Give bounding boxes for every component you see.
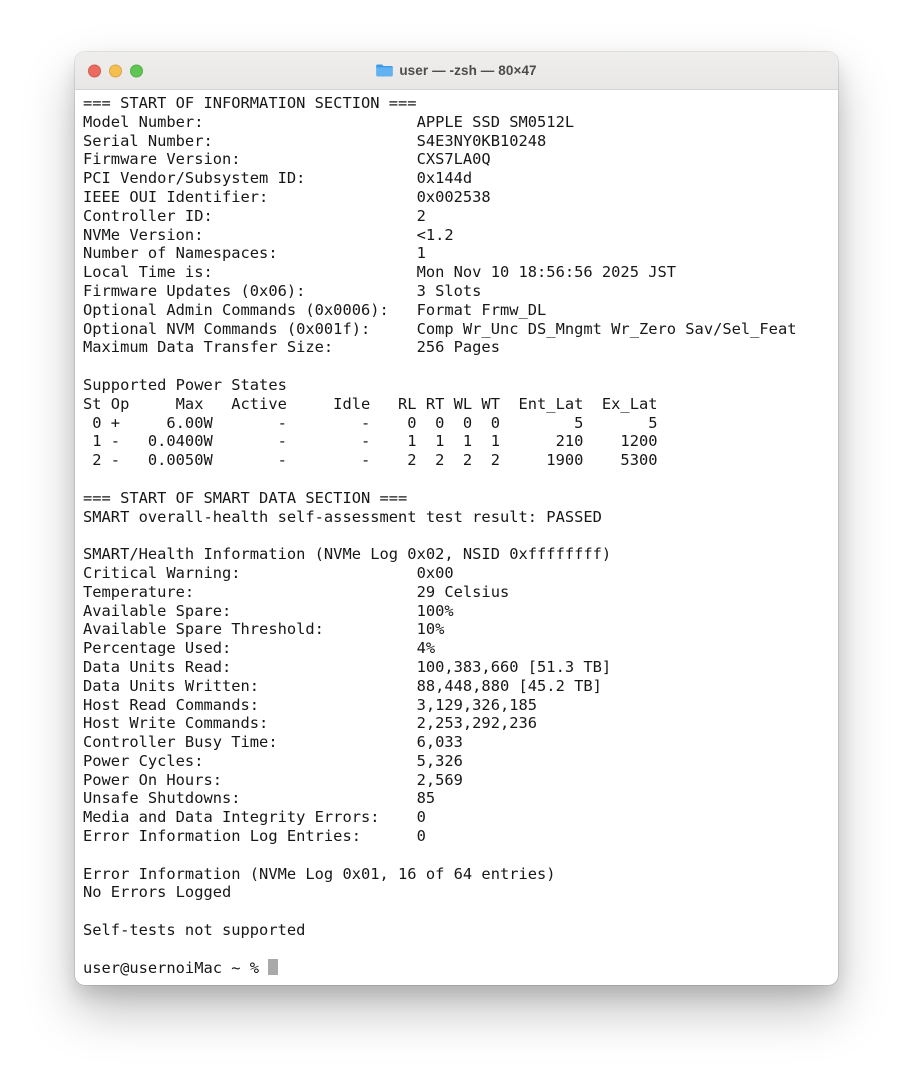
terminal-line: Number of Namespaces: 1	[83, 244, 426, 263]
terminal-line: Error Information Log Entries: 0	[83, 827, 426, 846]
terminal-line	[83, 902, 830, 921]
terminal-line: Controller Busy Time: 6,033	[83, 733, 463, 752]
terminal-line	[83, 526, 830, 545]
terminal-line	[83, 846, 830, 865]
terminal-line: IEEE OUI Identifier: 0x002538	[83, 187, 491, 206]
terminal-line: SMART overall-health self-assessment test result: PASSED	[83, 507, 602, 526]
terminal-line: Maximum Data Transfer Size: 256 Pages	[83, 338, 500, 357]
terminal-line: 2 - 0.0050W - - 2 2 2 2 1900 5300	[83, 451, 658, 470]
terminal-prompt-line: user@usernoiMac ~ %	[83, 959, 830, 978]
terminal-line	[83, 357, 830, 376]
titlebar[interactable]	[75, 52, 838, 90]
close-button[interactable]	[88, 64, 101, 77]
terminal-line: Supported Power States	[83, 375, 287, 394]
terminal-line: Available Spare: 100%	[83, 601, 454, 620]
terminal-line: Firmware Version: CXS7LA0Q	[83, 150, 491, 169]
terminal-line: NVMe Version: <1.2	[83, 225, 454, 244]
zoom-button[interactable]	[130, 64, 143, 77]
terminal-output[interactable]	[75, 90, 838, 977]
terminal-line: Critical Warning: 0x00	[83, 563, 454, 582]
terminal-line: PCI Vendor/Subsystem ID: 0x144d	[83, 169, 473, 188]
terminal-line: Media and Data Integrity Errors: 0	[83, 808, 426, 827]
terminal-line: Unsafe Shutdowns: 85	[83, 789, 436, 808]
terminal-line: Firmware Updates (0x06): 3 Slots	[83, 281, 482, 300]
terminal-line: Model Number: APPLE SSD SM0512L	[83, 112, 575, 131]
terminal-line	[83, 940, 830, 959]
terminal-line: Serial Number: S4E3NY0KB10248	[83, 131, 547, 150]
terminal-line: Power On Hours: 2,569	[83, 770, 463, 789]
traffic-lights	[88, 64, 143, 77]
minimize-button[interactable]	[109, 64, 122, 77]
terminal-line: === START OF SMART DATA SECTION ===	[83, 488, 408, 507]
terminal-line: Temperature: 29 Celsius	[83, 582, 510, 601]
terminal-line: Optional NVM Commands (0x001f): Comp Wr_Unc DS_Mngmt Wr_Zero Sav/Sel_Feat	[83, 319, 797, 338]
terminal-line: === START OF INFORMATION SECTION ===	[83, 94, 417, 112]
terminal-line: Optional Admin Commands (0x0006): Format Frmw_DL	[83, 300, 547, 319]
terminal-line: Host Write Commands: 2,253,292,236	[83, 714, 538, 733]
window-title: user — -zsh — 80×47	[399, 63, 537, 78]
terminal-line: Local Time is: Mon Nov 10 18:56:56 2025 JST	[83, 263, 677, 282]
terminal-line: St Op Max Active Idle RL RT WL WT Ent_Lat Ex_Lat	[83, 394, 658, 413]
folder-icon	[376, 64, 393, 77]
terminal-line: Data Units Written: 88,448,880 [45.2 TB]	[83, 676, 602, 695]
window-title-group	[376, 63, 536, 78]
terminal-window	[75, 52, 838, 985]
terminal-line: Controller ID: 2	[83, 206, 426, 225]
terminal-line	[83, 470, 830, 489]
terminal-line: Error Information (NVMe Log 0x01, 16 of 64 entries)	[83, 864, 556, 883]
terminal-line: Data Units Read: 100,383,660 [51.3 TB]	[83, 657, 612, 676]
terminal-line: 1 - 0.0400W - - 1 1 1 1 210 1200	[83, 432, 658, 451]
terminal-line: Available Spare Threshold: 10%	[83, 620, 445, 639]
terminal-line: Host Read Commands: 3,129,326,185	[83, 695, 538, 714]
terminal-line: Power Cycles: 5,326	[83, 751, 463, 770]
terminal-cursor	[268, 959, 277, 975]
terminal-line: SMART/Health Information (NVMe Log 0x02, NSID 0xffffffff)	[83, 545, 612, 564]
terminal-line: Percentage Used: 4%	[83, 639, 436, 658]
terminal-line: Self-tests not supported	[83, 921, 306, 940]
terminal-line: 0 + 6.00W - - 0 0 0 0 5 5	[83, 413, 658, 432]
terminal-line: No Errors Logged	[83, 883, 232, 902]
